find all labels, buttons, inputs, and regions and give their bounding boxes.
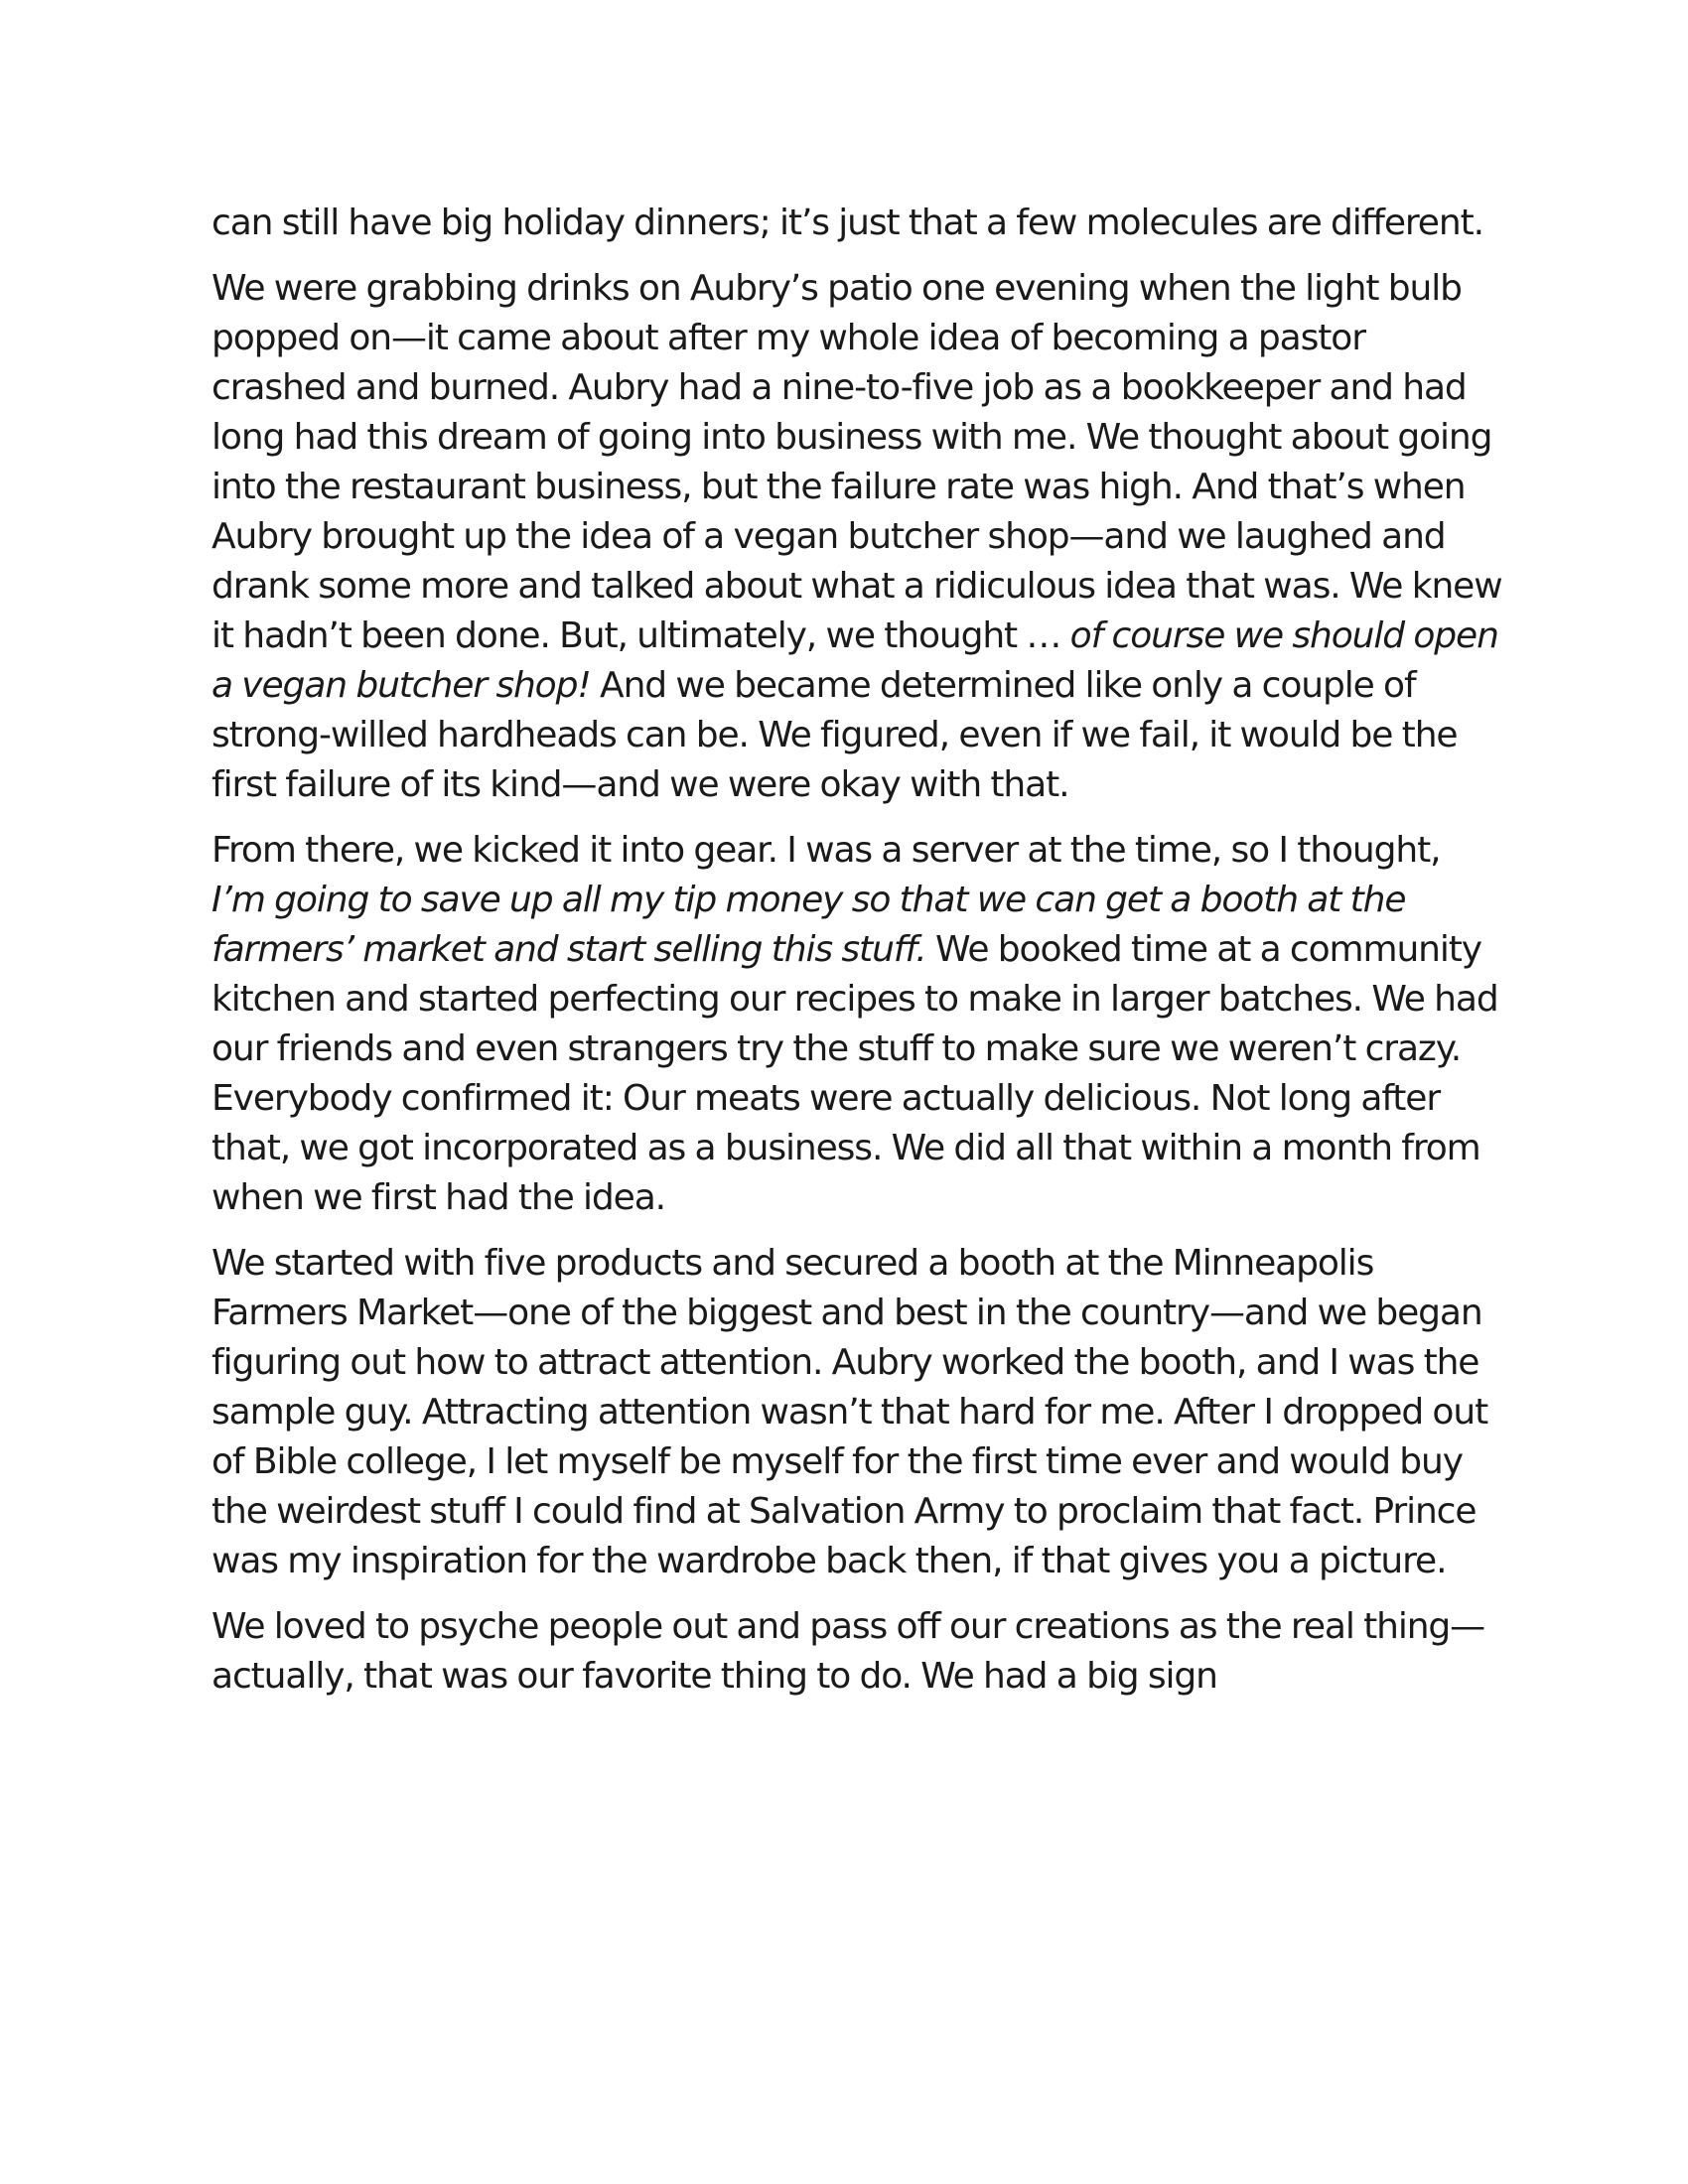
paragraph-3: [211, 826, 1502, 1223]
paragraph-1: [211, 199, 1502, 248]
text-segment: We started with five products and secured a booth at the Minneapolis Farmers Market—one of the biggest and best in the country—and we began figuring out how to attract attention. Aubry worked the booth, and I was the sample guy. Attracting attention wasn’t that hard for me. After I dropped out of Bible college, I let myself be myself for the first time ever and would buy the weirdest stuff I could find at Salvation Army to proclaim that fact. Prince was my inspiration for the wardrobe back then, if that gives you a picture.: [211, 1243, 1488, 1581]
text-segment: We loved to psyche people out and pass off our creations as the real thing—actually, that was our favorite thing to do. We had a big sign: [211, 1606, 1485, 1697]
paragraph-5: [211, 1602, 1502, 1702]
paragraph-2: [211, 264, 1502, 810]
text-segment: From there, we kicked it into gear. I was a server at the time, so I thought,: [211, 830, 1441, 871]
text-segment: We booked time at a community kitchen and started perfecting our recipes to make in larger batches. We had our friends and even strangers try the stuff to make sure we weren’t crazy. Everybody confirmed it: Our meats were actually delicious. Not long after that, we got incorporated as a business. We did all that within a month from when we first had the idea.: [211, 929, 1498, 1218]
italic-text-segment: of course we should open a vegan butcher shop!: [211, 615, 1498, 706]
italic-text-segment: I’m going to save up all my tip money so that we can get a booth at the farmers’ market and start selling this stuff.: [211, 880, 1406, 970]
text-segment: And we became determined like only a couple of strong-willed hardheads can be. We figured, even if we fail, it would be the first failure of its kind—and we were okay with that.: [211, 665, 1458, 805]
text-segment: We were grabbing drinks on Aubry’s patio one evening when the light bulb popped on—it came about after my whole idea of becoming a pastor crashed and burned. Aubry had a nine-to-five job as a bookkeeper and had long had this dream of going into business with me. We thought about going into the restaurant business, but the failure rate was high. And that’s when Aubry brought up the idea of a vegan butcher shop—and we laughed and drank some more and talked about what a ridiculous idea that was. We knew it hadn’t been done. But, ultimately, we thought …: [211, 268, 1502, 656]
document-page: [211, 199, 1502, 1717]
text-segment: can still have big holiday dinners; it’s just that a few molecules are different.: [211, 203, 1483, 243]
paragraph-4: [211, 1239, 1502, 1586]
